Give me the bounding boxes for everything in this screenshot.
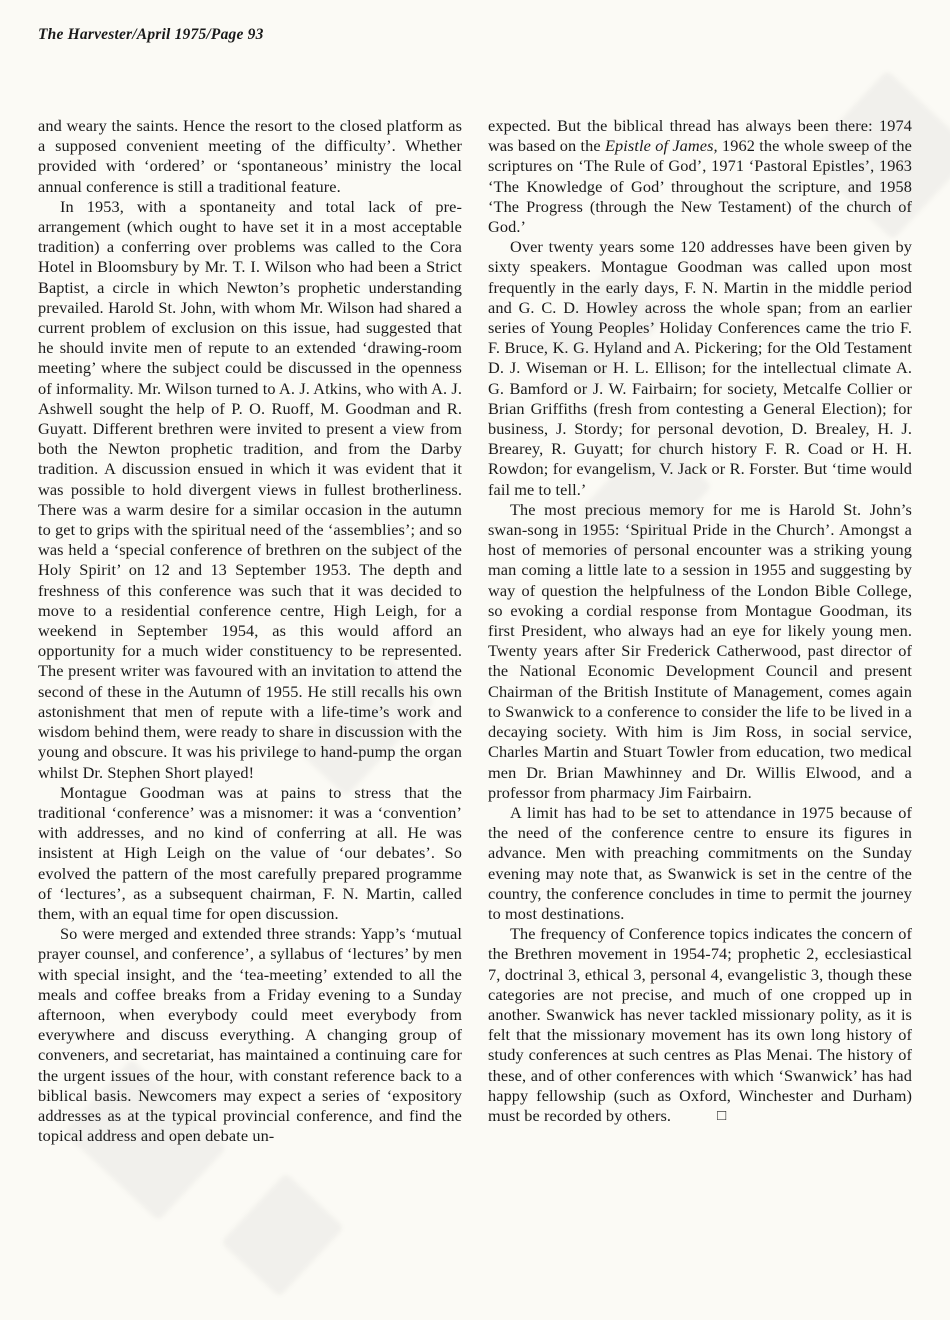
running-head: The Harvester/April 1975/Page 93	[38, 26, 264, 43]
watermark-smudge	[221, 1173, 344, 1297]
italicized-title: Epistle of James,	[605, 136, 718, 156]
end-of-article-marker: □	[717, 1107, 727, 1124]
paragraph: Over twenty years some 120 addresses have been given by sixty speakers. Montague Goodman was called upon most frequently in the early days, F. N. Martin in the middle period and G. C. D. Howley across the whole span; from an earlier series of Young Peoples’ Holiday Conferences came the trio F. F. Bruce, K. G. Hyland and A. Pickering; for the Old Testament D. J. Wiseman or H. L. Ellison; for the intellectual climate A. G. Bamford or J. W. Fairbairn; for society, Metcalfe Collier or Brian Griffiths (fresh from contesting a General Election); for business, J. Stordy; for personal devotion, D. Brealey, H. J. Brearey, R. Guyatt; for church history F. R. Coad or H. H. Rowdon; for evangelism, V. Jack or R. Forster. But ‘time would fail me to tell.’	[488, 237, 912, 499]
right-column	[488, 116, 912, 1146]
paragraph: A limit has had to be set to attendance in 1975 because of the need of the conference centre to ensure its figures in advance. Men with preaching commitments on the Sunday evening may note that, as Swanwick is set in the centre of the country, the conference concludes in time to permit the journey to most destinations.	[488, 802, 912, 923]
paragraph-continuation: and weary the saints. Hence the resort to the closed platform as a supposed convenient meeting of the difficulty’. Whether provided with ‘ordered’ or ‘spontaneous’ ministry the local annual conference is still a traditional feature.	[38, 116, 462, 196]
paragraph-text: 1962 the whole sweep of the scriptures on ‘The Rule of God’, 1971 ‘Pastoral Epistles’, 1963 ‘The Knowledge of God’ throughout the scripture, and 1958 ‘The Progress (through the New Testament) of the church of God.’	[488, 136, 913, 237]
paragraph-final	[488, 924, 912, 1127]
paragraph-text: The frequency of Conference topics indicates the concern of the Brethren movement in 1954-74; prophetic 2, ecclesiastical 7, doctrinal 3, ethical 3, personal 4, evangelistic 3, though these categories are not precise, and much of one cropped up in another. Swanwick has never tackled missionary polity, as it is felt that the missionary movement has its own long history of study conferences at such centres as Plas Menai. The history of these, and of other conferences with which ‘Swanwick’ has had happy fellowship (such as Oxford, Winchester and Durham) must be recorded by others.	[488, 924, 912, 1125]
paragraph: Montague Goodman was at pains to stress that the traditional ‘conference’ was a misnomer: it was a ‘convention’ with addresses, and no kind of conferring at all. He was insistent at High Leigh on the value of ‘our debates’. So evolved the pattern of the most carefully prepared programme of ‘lectures’, as a subsequent chairman, F. N. Martin, called them, with an equal time for open discussion.	[38, 782, 462, 923]
paragraph-text: expected. But the biblical thread has always been there: 1974 was based on the	[488, 116, 912, 156]
paragraph-continuation	[488, 116, 912, 237]
paragraph: In 1953, with a spontaneity and total lack of pre-arrangement (which ought to have set it in a most acceptable tradition) a conferring over problems was called to the Cora Hotel in Bloomsbury by Mr. T. I. Wilson who had been a Strict Baptist, a circle in which Newton’s prophetic understanding prevailed. Harold St. John, with whom Mr. Wilson had shared a current problem of exclusion on this issue, had suggested that he should invite men of repute to an extended ‘drawing-room meeting’ where the subject could be discussed in the openness of informality. Mr. Wilson turned to A. J. Atkins, who with A. J. Ashwell sought the help of P. O. Ruoff, M. Goodman and R. Guyatt. Different brethren were invited to present a view from both the Newton prophetic tradition, and from the Darby tradition. A discussion ensued in which it was evident that it was possible to hold divergent views in fullest brotherliness. There was a warm desire for a similar occasion in the autumn to get to grips with the spiritual need of the ‘assemblies’; and so was held a ‘special conference of brethren on the subject of the Holy Spirit’ on 12 and 13 September 1953. The depth and freshness of this conference was such that it was decided to move to a residential conference centre, High Leigh, for a weekend in September 1954, as this would afford an opportunity for a much wider constituency to be represented. The present writer was favoured with an invitation to attend the second of these in the Autumn of 1955. He still recalls his own astonishment that men of repute with a life-time’s work and wisdom behind them, were ready to share in discussion with the young and obscure. It was his privilege to hand-pump the organ whilst Dr. Stephen Short played!	[38, 196, 462, 782]
left-column	[38, 116, 462, 1146]
paragraph: The most precious memory for me is Harold St. John’s swan-song in 1955: ‘Spiritual Pride in the Church’. Amongst a host of memories of personal encounter was a striking young man coming a little late to a session in 1955 and suggesting by way of question the helpfulness of the London Bible College, so evoking a cordial response from Montague Goodman, its first President, who always had an eye for likely young men. Twenty years after Sir Frederick Catherwood, past director of the National Economic Development Council and present Chairman of the British Institute of Management, comes again to Swanwick to a conference to consider the life to be lived in a decaying society. With him is Jim Ross, in social service, Charles Martin and Stuart Towler from education, two medical men Dr. Brian Mawhinney and Dr. Willis Elwood, and a professor from pharmacy Jim Fairbairn.	[488, 499, 912, 802]
paragraph: So were merged and extended three strands: Yapp’s ‘mutual prayer counsel, and conference’, a syllabus of ‘lectures’ by men with special insight, and the ‘tea-meeting’ extended to all the meals and coffee breaks from a Friday evening to a Sunday afternoon, when everybody could meet everybody from everywhere and discuss everything. A changing group of conveners, and secretariat, has maintained a continuing care for the urgent issues of the hour, with constant reference back to a biblical basis. Newcomers may expect a series of ‘expository addresses as at the typical provincial conference, and find the topical address and open debate un-	[38, 924, 462, 1146]
article-body	[38, 116, 912, 1146]
